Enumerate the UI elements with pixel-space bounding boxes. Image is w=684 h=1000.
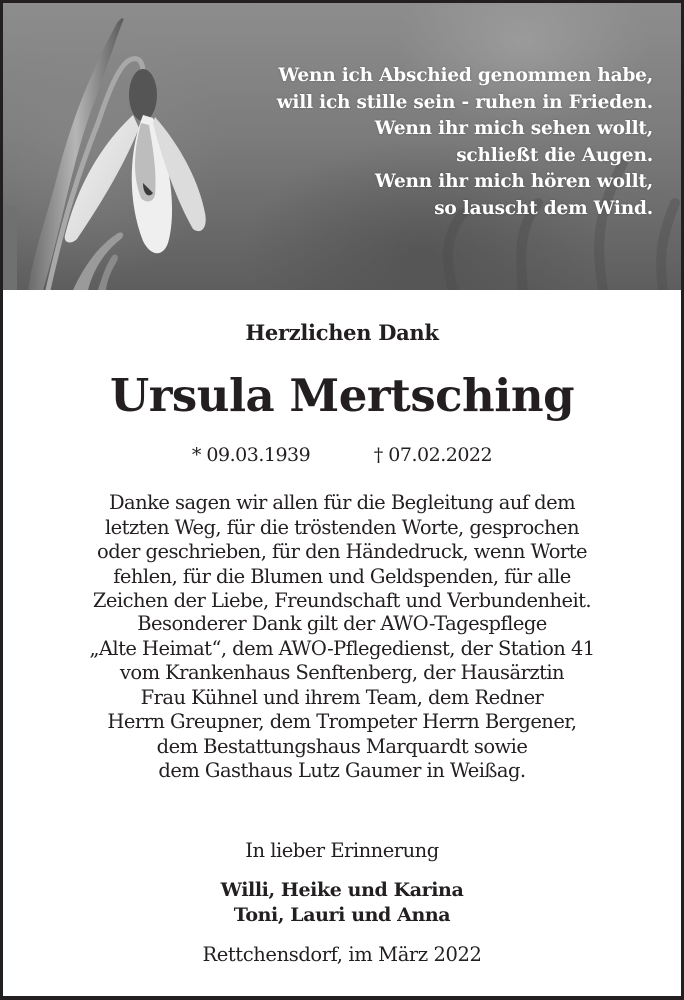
poem-line: schließt die Augen.: [456, 144, 653, 166]
header-photo: [3, 3, 681, 290]
paragraph-line: fehlen, für die Blumen und Geldspenden, für alle: [113, 564, 571, 588]
paragraph-line: Frau Kühnel und ihrem Team, dem Redner: [140, 685, 544, 709]
paragraph-line: Zeichen der Liebe, Freundschaft und Verbundenheit.: [92, 589, 592, 612]
paragraph-line: dem Bestattungshaus Marquardt sowie: [156, 734, 528, 758]
paragraph-line: „Alte Heimat“, dem AWO-Pflegedienst, der Station 41: [89, 636, 595, 660]
birth-date: * 09.03.1939: [191, 444, 311, 466]
deceased-name: Ursula Mertsching: [109, 369, 575, 422]
paragraph-line: dem Gasthaus Lutz Gaumer in Weißag.: [158, 759, 526, 782]
paragraph-line: letzten Weg, für die tröstenden Worte, gesprochen: [104, 515, 580, 539]
poem-line: so lauscht dem Wind.: [434, 197, 653, 219]
paragraph-line: Besonderer Dank gilt der AWO-Tagespflege: [137, 612, 547, 635]
place-date: Rettchensdorf, im März 2022: [202, 943, 482, 966]
poem-line: will ich stille sein - ruhen in Frieden.: [276, 91, 653, 113]
poem-line: Wenn ihr mich hören wollt,: [374, 171, 653, 192]
paragraph-line: oder geschrieben, für den Händedruck, wenn Worte: [97, 540, 587, 563]
paragraph-line: Herrn Greupner, dem Trompeter Herrn Bergener,: [107, 710, 577, 733]
signer-line: Toni, Lauri und Anna: [233, 904, 451, 926]
death-date: † 07.02.2022: [373, 444, 493, 466]
life-dates: [3, 444, 681, 466]
memory-line: In lieber Erinnerung: [245, 839, 439, 862]
paragraph-line: Danke sagen wir allen für die Begleitung auf dem: [108, 491, 576, 514]
special-thanks-paragraph: [3, 612, 681, 784]
poem: [277, 63, 653, 222]
signers: [3, 878, 681, 928]
signer-line: Willi, Heike und Karina: [220, 879, 464, 901]
poem-line: Wenn ich Abschied genommen habe,: [278, 65, 653, 86]
thanks-paragraph: [3, 491, 681, 614]
notice-heading: Herzlichen Dank: [245, 320, 439, 345]
paragraph-line: vom Krankenhaus Senftenberg, der Hausärztin: [119, 661, 565, 684]
poem-line: Wenn ihr mich sehen wollt,: [374, 118, 653, 139]
